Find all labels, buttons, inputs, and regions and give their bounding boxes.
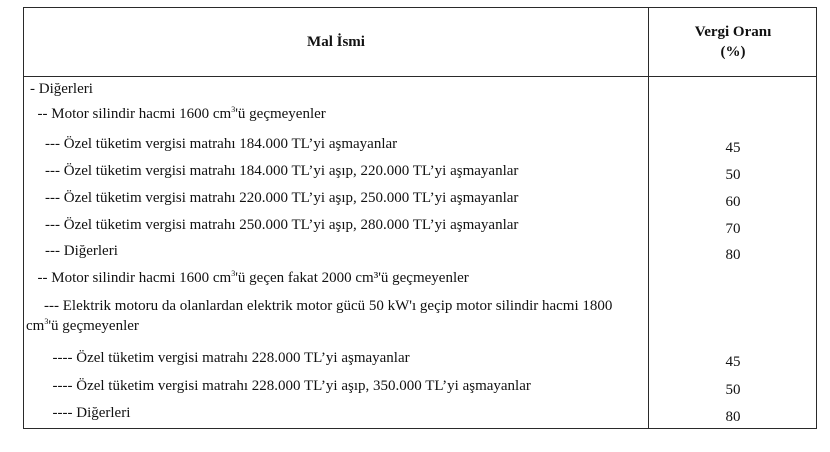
row-name: - Diğerleri [30, 81, 93, 97]
row-rate: 60 [725, 194, 741, 210]
row-rate: 50 [725, 382, 741, 398]
header-tax-rate-title: Vergi Oranı [694, 24, 772, 40]
row-name: ---- Diğerleri [30, 405, 131, 421]
row-name: --- Diğerleri [30, 243, 118, 259]
row-name: ---- Özel tüketim vergisi matrahı 228.000 TL’yi aşmayanlar [30, 350, 410, 366]
header-tax-rate [649, 8, 817, 76]
row-name: -- Motor silindir hacmi 1600 $cm^3'ü$ geçen fakat 2000 cm³'ü geçmeyenler [30, 269, 469, 286]
row-rate: 70 [725, 221, 741, 237]
row-name: -- Motor silindir hacmi 1600 $cm^3'ü$ geçmeyenler [30, 105, 326, 122]
row-rate: 45 [725, 140, 741, 156]
row-rate: 45 [725, 354, 741, 370]
row-name: --- Özel tüketim vergisi matrahı 250.000 TL’yi aşıp, 280.000 TL’yi aşmayanlar [30, 217, 519, 233]
row-name: ---- Özel tüketim vergisi matrahı 228.000 TL’yi aşıp, 350.000 TL’yi aşmayanlar [30, 378, 531, 394]
row-name: --- Özel tüketim vergisi matrahı 220.000 TL’yi aşıp, 250.000 TL’yi aşmayanlar [30, 190, 519, 206]
row-name: --- Özel tüketim vergisi matrahı 184.000 TL’yi aşmayanlar [30, 136, 398, 152]
row-rate: 50 [725, 167, 741, 183]
row-name: --- Özel tüketim vergisi matrahı 184.000 TL’yi aşıp, 220.000 TL’yi aşmayanlar [30, 163, 519, 179]
tax-rate-table [23, 7, 817, 429]
header-tax-rate-unit: (%) [720, 44, 746, 60]
row-name: --- Elektrik motoru da olanlardan elektrik motor gücü 50 kW'ı geçip motor silindir hacmi 1800 $cm^3'ü$ geçmeyenler [26, 298, 613, 334]
header-goods-name: Mal İsmi [307, 33, 365, 50]
table-header [24, 8, 816, 77]
row-rate: 80 [725, 409, 741, 425]
row-rate: 80 [725, 247, 741, 263]
